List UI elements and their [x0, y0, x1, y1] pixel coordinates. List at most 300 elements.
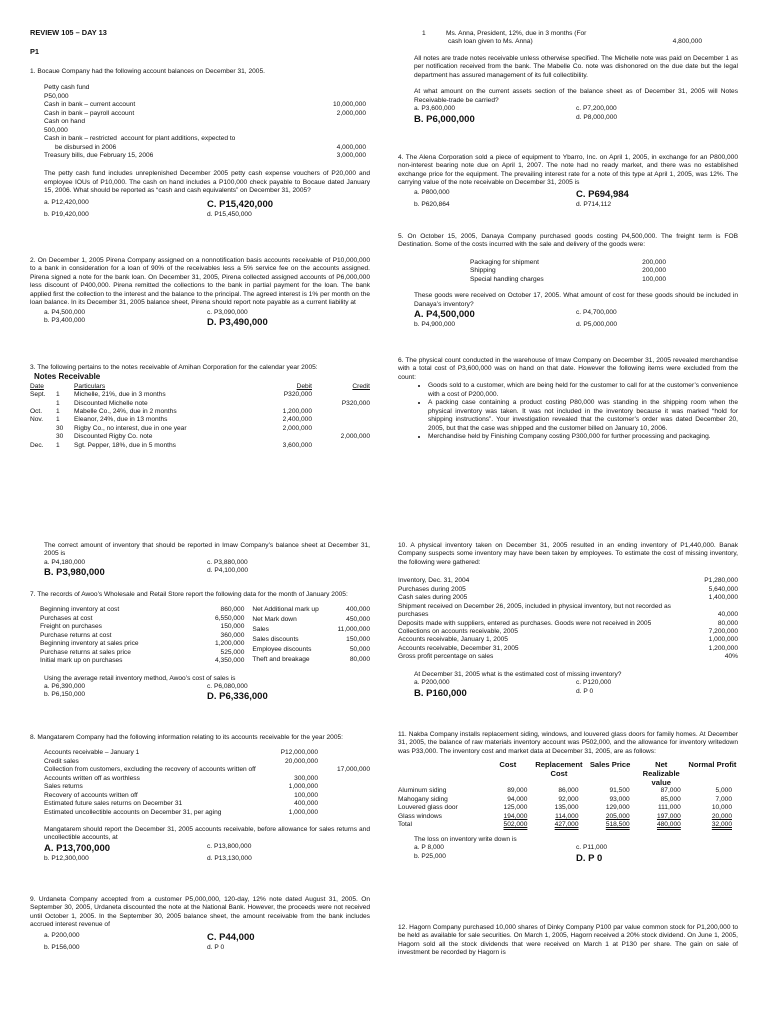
- ar-label: Estimated future sales returns on December 31: [44, 800, 183, 808]
- list-item: • Goods sold to a customer, which are being held for the customer to call for at the customer’s convenience with a cost of P200,000.: [428, 382, 738, 399]
- table-row: [44, 84, 366, 92]
- account-label: 500,000: [44, 126, 68, 134]
- table-row: [44, 809, 370, 817]
- ar-value-1: 100,000: [294, 791, 318, 799]
- question-2: [30, 257, 370, 329]
- question-7-left-table: [40, 606, 244, 665]
- ar-label: Recovery of accounts written off: [44, 791, 138, 799]
- account-label: Treasury bills, due February 15, 2006: [44, 151, 154, 159]
- choice-b[interactable]: b. P156,000: [44, 943, 80, 951]
- question-5-costs: [470, 259, 666, 284]
- table-row: [44, 749, 370, 757]
- data-value: 50,000: [349, 645, 370, 653]
- choice-a[interactable]: a. P200,000: [414, 679, 450, 687]
- row-credit: [312, 408, 370, 416]
- table-row: [44, 110, 366, 118]
- ar-value-1: P12,000,000: [280, 749, 318, 757]
- account-value: [296, 127, 366, 135]
- cell-value: 87,000: [660, 787, 681, 795]
- ar-label: Accounts written off as worthless: [44, 774, 140, 782]
- row-debit: 3,600,000: [282, 441, 312, 449]
- row-debit: 2,000,000: [282, 424, 312, 432]
- ledger-continued: [422, 30, 746, 47]
- question-2-body: 2. On December 1, 2005 Pirena Company assigned on a nonnotification basis accounts receivable of P10,000,000 to a bank in consideration for a loan of 90% of the receivables less a 5% service fee on the accounts assigned. Pirena signed a note for the bank loan. On December 31, 2005, Pirena collected assigned accounts of P6,000,000 less discount of P400,000. Pirena remitted the collections to the bank in partial payment for the loan. The bank applied first the collection to the interest and the balance to the principal. The agreed interest is 1% per month on the loan balance. In its December 31, 2005 balance sheet, Pirena should report note payable as a current liability at: [30, 257, 370, 307]
- col-credit: Credit: [352, 382, 370, 390]
- table-row: [44, 758, 370, 766]
- table-row: [470, 259, 666, 267]
- data-value: 450,000: [346, 616, 370, 624]
- inventory-value: 7,200,000: [708, 627, 738, 635]
- table-row: [40, 615, 244, 623]
- cell-value: 7,000: [715, 795, 732, 803]
- row-label: Aluminum siding: [398, 787, 447, 795]
- question-11-table: [398, 761, 738, 829]
- question-11: [398, 731, 738, 865]
- account-label: P50,000: [44, 92, 69, 100]
- choice-c[interactable]: c. P3,880,000: [207, 558, 248, 566]
- choice-a[interactable]: a. P12,420,000: [44, 198, 89, 206]
- choice-d[interactable]: d. P5,000,000: [576, 321, 618, 329]
- table-row: [40, 632, 244, 640]
- data-label: Sales discounts: [252, 635, 299, 643]
- question-8-ask: Mangatarem should report the December 31, 2005 accounts receivable, before allowance for sales returns and uncollectible accounts, at: [44, 825, 370, 842]
- question-7: [30, 591, 370, 704]
- table-row: [470, 276, 666, 284]
- choice-b[interactable]: b. P4,900,000: [414, 321, 456, 329]
- question-1-body: The petty cash fund includes unreplenished December 2005 petty cash expense vouchers of P20,000 and employee IOUs of P10,000. The cash on hand includes a P100,000 check payable to Bocaue dated January 15, 2006. What should be reported as “cash and cash equivalents” on December 31, 2005?: [44, 170, 370, 195]
- table-row: [44, 783, 370, 791]
- choice-b-answer[interactable]: B. P6,000,000: [414, 113, 475, 125]
- table-row: [44, 93, 366, 101]
- account-value: [296, 93, 366, 101]
- question-11-ask: The loss on inventory write down is: [414, 835, 517, 843]
- list-item: • A packing case containing a product costing P80,000 was standing in the shipping room when the physical inventory was taken. It was not included in the inventory because it was marked “hold for shipping instructions”. Your investigation revealed that the customer’s order was dated December 20, 2005, but that the case was shipped and the customer billed on January 10, 2006.: [428, 399, 738, 433]
- part-label: P1: [30, 47, 40, 56]
- choice-b-answer[interactable]: B. P3,980,000: [44, 567, 105, 579]
- cost-label: Packaging for shipment: [470, 258, 539, 266]
- table-row: [398, 821, 738, 829]
- table-row: [44, 135, 366, 143]
- choice-b[interactable]: b. P620,864: [414, 200, 450, 208]
- inventory-value: 1,200,000: [708, 644, 738, 652]
- cell-value: 32,000: [711, 821, 732, 829]
- cost-label: Shipping: [470, 267, 496, 275]
- ar-value-2: [318, 792, 370, 800]
- cell-value: 20,000: [711, 812, 732, 820]
- question-7-right-table: [252, 606, 370, 665]
- choice-d[interactable]: d. P4,100,000: [207, 567, 249, 575]
- table-header: [398, 761, 738, 787]
- choice-c[interactable]: c. P4,700,000: [576, 309, 617, 317]
- cell-value: 125,000: [503, 804, 528, 812]
- question-1-choices: [30, 199, 370, 220]
- ar-value-1: 400,000: [294, 800, 318, 808]
- row-particulars: [446, 30, 636, 47]
- question-3-stem: 3. The following pertains to the notes receivable of Amihan Corporation for the calendar year 2005:: [30, 364, 318, 371]
- row-date: 30: [56, 433, 64, 441]
- row-debit: [254, 433, 312, 441]
- row-particulars: Eleanor, 24%, due in 13 months: [74, 416, 168, 424]
- cell-value: 94,000: [507, 795, 528, 803]
- inventory-label: Cash sales during 2005: [398, 594, 468, 602]
- choice-d[interactable]: d. P8,000,000: [576, 113, 618, 121]
- row-date: 30: [56, 424, 64, 432]
- ar-value-1: 1,000,000: [288, 783, 318, 791]
- table-row: [398, 645, 738, 653]
- cell-value: 135,000: [554, 804, 579, 812]
- question-3-ask: At what amount on the current assets section of the balance sheet as of December 31, 2005 will Notes Receivable-trade be carried?: [414, 88, 738, 104]
- cell-value: 85,000: [660, 795, 681, 803]
- question-1: [30, 68, 370, 219]
- inventory-value: 1,400,000: [708, 594, 738, 602]
- table-row: [30, 408, 370, 416]
- row-debit: 2,400,000: [282, 416, 312, 424]
- inventory-value: 80,000: [717, 619, 738, 627]
- question-2-choices: [30, 309, 370, 330]
- question-4: [398, 154, 738, 209]
- table-row: [398, 813, 738, 821]
- question-1-stem: 1. Bocaue Company had the following account balances on December 31, 2005.: [30, 68, 265, 75]
- cost-value: 100,000: [642, 275, 666, 283]
- ar-label: Sales returns: [44, 783, 83, 791]
- data-label: Purchases at cost: [40, 614, 93, 622]
- table-row: [252, 636, 370, 646]
- question-5-choices: [398, 309, 738, 330]
- cell-value: 129,000: [605, 804, 630, 812]
- row-date: Sept. 1: [30, 391, 60, 399]
- ar-value-1: 1,000,000: [288, 808, 318, 816]
- cell-value: 92,000: [558, 795, 579, 803]
- question-3-choices: [414, 105, 738, 126]
- ar-value-2: [318, 800, 370, 808]
- question-10-body: 10. A physical inventory taken on December 31, 2005 resulted in an ending inventory of P1,440,000. Banak Company suspects some inventory may have been taken by employees. To estimate the cost of missing inventory, the following were gathered:: [398, 542, 738, 566]
- row-particulars-line1: Ms. Anna, President, 12%, due in 3 months (For: [446, 30, 587, 37]
- choice-c-answer[interactable]: C. P15,420,000: [207, 198, 274, 210]
- row-debit: P320,000: [283, 391, 312, 399]
- choice-d-answer[interactable]: D. P3,490,000: [207, 317, 268, 329]
- question-6-bullets: [398, 382, 738, 441]
- cell-value: 194,000: [503, 812, 528, 820]
- inventory-value: 5,640,000: [708, 585, 738, 593]
- cell-value: 205,000: [605, 812, 630, 820]
- question-10-ask: At December 31, 2005 what is the estimated cost of missing inventory?: [414, 670, 622, 678]
- page-title: REVIEW 105 – DAY 13: [30, 28, 107, 37]
- choice-a[interactable]: a. P800,000: [414, 188, 450, 196]
- question-6-continued: [30, 542, 370, 579]
- data-value: 360,000: [220, 631, 245, 639]
- choice-d[interactable]: d. P13,130,000: [207, 854, 252, 862]
- data-label: Sales: [252, 626, 269, 634]
- choice-c[interactable]: c. P120,000: [576, 679, 612, 687]
- data-label: Beginning inventory at cost: [40, 606, 120, 614]
- table-row: [398, 636, 738, 644]
- inventory-value: 1,000,000: [708, 636, 738, 644]
- table-row: [40, 657, 244, 665]
- row-day: 1: [422, 30, 426, 37]
- data-label: Theft and breakage: [252, 655, 310, 663]
- row-credit: P320,000: [341, 399, 370, 407]
- col-date: Date: [30, 382, 44, 390]
- table-row: [398, 787, 738, 795]
- account-label: Cash on hand: [44, 118, 86, 126]
- choice-c-answer[interactable]: C. P44,000: [207, 931, 255, 943]
- cell-value: 114,000: [555, 812, 579, 820]
- choice-b[interactable]: b. P25,000: [414, 852, 446, 860]
- choice-b[interactable]: b. P12,300,000: [44, 854, 89, 862]
- cell-value: 91,500: [609, 787, 630, 795]
- choice-a[interactable]: a. P4,500,000: [44, 308, 86, 316]
- cell-value: 5,000: [715, 787, 732, 795]
- choice-d[interactable]: d. P 0: [207, 943, 225, 951]
- data-value: 1,200,000: [215, 640, 245, 648]
- table-row: [44, 800, 370, 808]
- column-header: Net Realizable value: [642, 760, 680, 787]
- question-11-body: 11. Nakba Company installs replacement siding, windows, and louvered glass doors for family homes. At December 31, 2005, the balance of raw materials inventory account was P502,000, and the allowance for inventory writedown was P33,000. The inventory cost and market data at December 31, 2005, are as follows:: [398, 731, 738, 755]
- data-value: 150,000: [346, 635, 370, 643]
- question-6: [398, 357, 738, 441]
- inventory-value: 40%: [724, 653, 738, 661]
- row-credit: [312, 442, 370, 450]
- column-header: Sales Price: [589, 760, 631, 770]
- column-header: Normal Profit: [688, 760, 737, 770]
- cost-label: Special handling charges: [470, 275, 544, 283]
- table-row: [44, 101, 366, 109]
- choice-a-answer[interactable]: A. P4,500,000: [414, 309, 475, 321]
- cell-value: 502,000: [503, 821, 528, 829]
- choice-a[interactable]: a. P3,600,000: [414, 105, 456, 113]
- table-row: [398, 577, 738, 585]
- account-value: 3,000,000: [336, 151, 366, 159]
- account-value: 10,000,000: [332, 101, 366, 109]
- row-date: 1: [56, 399, 60, 407]
- column-header: Cost: [499, 760, 517, 770]
- table-row: [40, 606, 244, 614]
- table-row: [44, 118, 366, 126]
- data-label: Net Additional mark up: [252, 606, 319, 614]
- data-value: 525,000: [220, 648, 245, 656]
- question-8-choices: [30, 843, 370, 864]
- inventory-label: Accounts receivable, December 31, 2005: [398, 644, 519, 652]
- cost-value: 200,000: [642, 258, 666, 266]
- table-row: [398, 804, 738, 812]
- row-label: Louvered glass door: [398, 804, 458, 812]
- notes-receivable-ledger: [30, 383, 370, 451]
- inventory-value: P1,280,000: [704, 577, 738, 585]
- table-row: [252, 626, 370, 636]
- choice-a-answer[interactable]: A. P13,700,000: [44, 842, 111, 854]
- question-7-ask: Using the average retail inventory method, Awoo’s cost of sales is: [44, 674, 236, 682]
- account-value: [296, 84, 366, 92]
- choice-b[interactable]: b. P3,400,000: [44, 317, 86, 325]
- row-particulars: Mabelle Co., 24%, due in 2 months: [74, 407, 177, 415]
- table-row: [40, 640, 244, 648]
- data-value: 860,000: [220, 606, 245, 614]
- choice-c-answer[interactable]: C. P694,984: [576, 188, 629, 200]
- account-value: 4,000,000: [336, 143, 366, 151]
- table-row: [252, 656, 370, 666]
- choice-c[interactable]: c. P13,800,000: [207, 842, 252, 850]
- table-row: [422, 30, 746, 47]
- account-value: 2,000,000: [336, 109, 366, 117]
- data-label: Beginning inventory at sales price: [40, 640, 139, 648]
- table-row: [398, 620, 738, 628]
- question-6-ask: The correct amount of inventory that should be reported in Imaw Company’s balance sheet at December 31, 2005 is: [44, 542, 370, 558]
- inventory-label: Purchases during 2005: [398, 585, 466, 593]
- cost-value: 200,000: [642, 267, 666, 275]
- table-row: [398, 594, 738, 602]
- table-row: [30, 442, 370, 450]
- table-row: [40, 623, 244, 631]
- table-row: [44, 792, 370, 800]
- col-particulars: Particulars: [74, 382, 106, 390]
- choice-c[interactable]: c. P11,000: [576, 844, 608, 852]
- data-value: 150,000: [220, 623, 245, 631]
- cell-value: 197,000: [656, 812, 681, 820]
- row-credit: 2,000,000: [340, 433, 370, 441]
- row-particulars-line2: cash loan given to Ms. Anna): [448, 38, 533, 46]
- choice-a[interactable]: a. P200,000: [44, 931, 80, 939]
- cell-value: 427,000: [554, 821, 579, 829]
- data-value: 80,000: [349, 655, 370, 663]
- data-label: Purchase returns at cost: [40, 631, 112, 639]
- table-row: [30, 425, 370, 433]
- choice-d[interactable]: d. P15,450,000: [207, 210, 252, 218]
- ar-value-2: [318, 809, 370, 817]
- data-label: Employee discounts: [252, 645, 312, 653]
- question-5: [398, 233, 738, 330]
- data-label: Initial mark up on purchases: [40, 657, 123, 665]
- inventory-label: Inventory, Dec. 31, 2004: [398, 577, 470, 585]
- table-row: [44, 127, 366, 135]
- cell-value: 93,000: [609, 795, 630, 803]
- table-row: [30, 416, 370, 424]
- row-label: Mahogany siding: [398, 795, 448, 803]
- account-label: Petty cash fund: [44, 84, 90, 92]
- question-11-choices: [398, 844, 738, 865]
- row-date: Nov. 1: [30, 416, 60, 424]
- ar-value-2: 17,000,000: [336, 766, 370, 774]
- account-label: Cash in bank – current account: [44, 101, 136, 109]
- ar-label: Accounts receivable – January 1: [44, 749, 140, 757]
- choice-c[interactable]: c. P3,090,000: [207, 308, 248, 316]
- row-particulars: Discounted Rigby Co. note: [74, 433, 153, 441]
- cell-value: 10,000: [711, 804, 732, 812]
- choice-b-answer[interactable]: B. P160,000: [414, 687, 467, 699]
- ar-value-2: [318, 758, 370, 766]
- choice-a[interactable]: a. P6,390,000: [44, 682, 86, 690]
- question-7-data: [30, 606, 370, 665]
- notes-receivable-title: Notes Receivable: [34, 372, 101, 382]
- inventory-label: Deposits made with suppliers, entered as purchases. Goods were not received in 2005: [398, 619, 652, 627]
- question-1-accounts: [44, 84, 366, 160]
- question-7-stem: 7. The records of Awoo’s Wholesale and Retail Store report the following data for the month of January 2005:: [30, 591, 348, 598]
- data-label: Purchase returns at sales price: [40, 648, 131, 656]
- choice-d[interactable]: d. P714,112: [576, 200, 612, 208]
- question-10-table: [398, 577, 738, 661]
- ar-value-1: [256, 766, 318, 774]
- ar-label: Estimated uncollectible accounts on December 31, per aging: [44, 808, 222, 816]
- choice-d-answer[interactable]: D. P 0: [576, 852, 603, 864]
- inventory-label: Shipment received on December 26, 2005, included in physical inventory, but not recorded as purchases: [398, 602, 671, 619]
- table-row: [30, 400, 370, 408]
- table-row: [44, 766, 370, 774]
- question-6-body: 6. The physical count conducted in the warehouse of Imaw Company on December 31, 2005 revealed merchandise with a total cost of P3,600,000 was on hand on that date. However the following items were excluded from the count:: [398, 357, 738, 381]
- cell-value: 86,000: [558, 787, 579, 795]
- table-row: [398, 586, 738, 594]
- inventory-label: Gross profit percentage on sales: [398, 653, 494, 661]
- ar-value-2: [318, 749, 370, 757]
- row-debit: 1,200,000: [282, 407, 312, 415]
- question-12-body: 12. Hagorn Company purchased 10,000 shares of Dinky Company P100 par value common stock for P1,200,000 to be held as available for sale securities. On March 1, 2005, Hagorn received a 20% stock dividend. On June 1, 2005, Hagorn sold all the stock dividends that were received on March 1 at P130 per share. The gain on sale of investment be recorded by Hagorn is: [398, 924, 738, 957]
- inventory-label: Collections on accounts receivable, 2005: [398, 627, 518, 635]
- row-credit: [312, 391, 370, 399]
- column-header: Replacement Cost: [535, 760, 583, 779]
- choice-b[interactable]: b. P19,420,000: [44, 210, 89, 218]
- table-row: [398, 796, 738, 804]
- question-4-body: 4. The Alena Corporation sold a piece of equipment to Ybarro, Inc. on April 1, 2005, in exchange for an P800,000 non-interest bearing note due on April 1, 2007. The note had no ready market, and there was no established exchange price for the equipment. The prevailing interest rate for a note of this type at April 1, 2005, was 12%. The carrying value of the note receivable on December 31, 2005 is: [398, 154, 738, 187]
- table-row: [252, 646, 370, 656]
- choice-d-answer[interactable]: D. P6,336,000: [207, 691, 268, 703]
- table-row: [252, 616, 370, 626]
- data-value: 11,000,000: [337, 626, 370, 634]
- ar-value-1: 300,000: [294, 774, 318, 782]
- question-7-choices: [30, 683, 370, 704]
- row-particulars: Discounted Michelle note: [74, 399, 148, 407]
- row-debit: 4,800,000: [672, 38, 702, 46]
- row-particulars: Rigby Co., no interest, due in one year: [74, 424, 187, 432]
- question-9-choices: [30, 932, 370, 953]
- data-value: 400,000: [346, 606, 370, 614]
- ar-label: Credit sales: [44, 757, 79, 765]
- row-particulars: Sgt. Pepper, 18%, due in 5 months: [74, 441, 176, 449]
- question-10-choices: [398, 679, 738, 700]
- table-row: [398, 628, 738, 636]
- question-10: [398, 542, 738, 700]
- ar-value-2: [318, 783, 370, 791]
- choice-a[interactable]: a. P4,180,000: [44, 558, 86, 566]
- row-date: Dec. 1: [30, 441, 60, 449]
- question-8-table: [44, 749, 370, 817]
- choice-d[interactable]: d. P 0: [576, 687, 594, 695]
- cell-value: 111,000: [657, 804, 681, 812]
- data-value: 4,350,000: [215, 657, 245, 665]
- choice-c[interactable]: c. P7,200,000: [576, 105, 617, 113]
- choice-a[interactable]: a. P 8,000: [414, 844, 444, 852]
- choice-c[interactable]: c. P6,080,000: [207, 682, 248, 690]
- table-row: [470, 267, 666, 275]
- account-label: Cash in bank – payroll account: [44, 109, 135, 117]
- list-item: • Merchandise held by Finishing Company costing P300,000 for further processing and packaging.: [428, 433, 738, 441]
- table-row: [40, 649, 244, 657]
- question-8-stem: 8. Mangatarem Company had the following information relating to its accounts receivable for the year 2005:: [30, 734, 344, 741]
- table-row: [30, 391, 370, 399]
- account-label: be disbursed in 2006: [44, 143, 117, 151]
- data-value: 6,550,000: [215, 614, 245, 622]
- row-label: Total: [398, 821, 412, 829]
- question-3-notes: All notes are trade notes receivable unless otherwise specified. The Michelle note was paid on December 1 as per notification received from the bank. The Mabelle Co. note was dishonored on the due date but the legal department has assured management of its full collectibility.: [414, 54, 738, 79]
- row-particulars: Michelle, 21%, due in 3 months: [74, 391, 166, 399]
- table-row: [398, 603, 738, 620]
- question-3-continued: [414, 30, 738, 126]
- table-row: [252, 606, 370, 616]
- table-row: [30, 433, 370, 441]
- row-date: Oct. 1: [30, 407, 60, 415]
- choice-b[interactable]: b. P6,150,000: [44, 691, 86, 699]
- question-12: [398, 924, 738, 958]
- question-3: [30, 364, 370, 450]
- question-4-choices: [398, 189, 738, 210]
- ar-value-2: [318, 775, 370, 783]
